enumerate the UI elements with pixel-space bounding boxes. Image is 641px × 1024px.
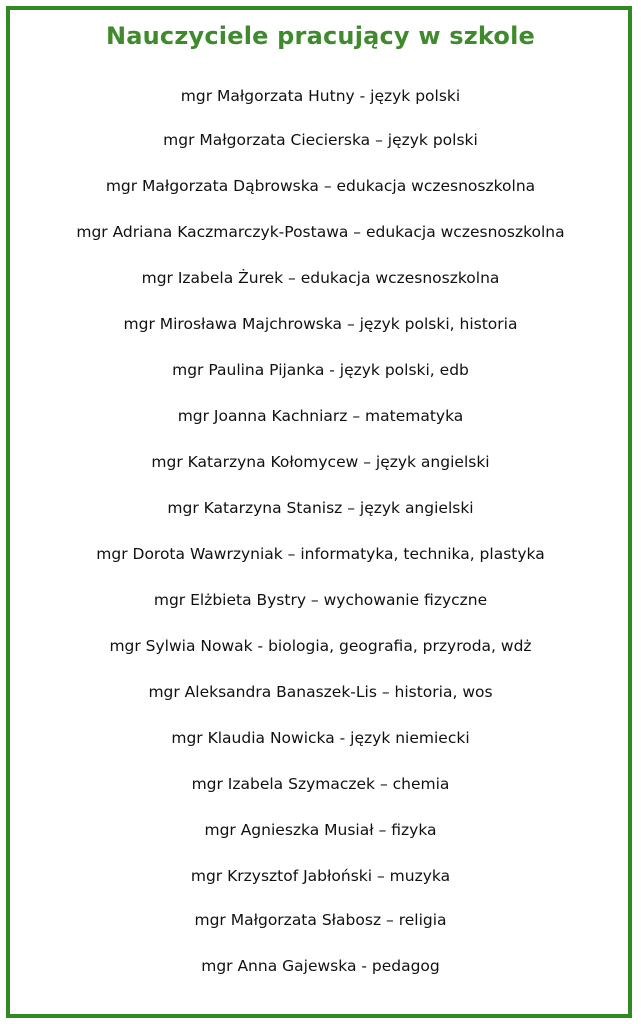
teacher-item: mgr Dorota Wawrzyniak – informatyka, technika, plastyka <box>96 545 545 563</box>
teacher-item: mgr Joanna Kachniarz – matematyka <box>177 407 464 425</box>
teacher-item: mgr Aleksandra Banaszek-Lis – historia, wos <box>148 683 493 701</box>
teacher-item: mgr Mirosława Majchrowska – język polski, historia <box>123 315 518 333</box>
teacher-item: mgr Małgorzata Dąbrowska – edukacja wczesnoszkolna <box>105 177 536 195</box>
teacher-item: mgr Małgorzata Słabosz – religia <box>194 911 447 929</box>
teacher-item: mgr Sylwia Nowak - biologia, geografia, przyroda, wdż <box>109 637 532 655</box>
teacher-item: mgr Krzysztof Jabłoński – muzyka <box>190 867 451 885</box>
teacher-item: mgr Małgorzata Ciecierska – język polski <box>163 131 478 149</box>
teacher-item: mgr Klaudia Nowicka - język niemiecki <box>171 729 470 747</box>
teacher-item: mgr Paulina Pijanka - język polski, edb <box>172 361 469 379</box>
teacher-item: mgr Izabela Żurek – edukacja wczesnoszkolna <box>141 269 500 287</box>
teacher-item: mgr Izabela Szymaczek – chemia <box>191 775 450 793</box>
teacher-item: mgr Elżbieta Bystry – wychowanie fizyczne <box>153 591 488 609</box>
teacher-item: mgr Małgorzata Hutny - język polski <box>180 87 461 105</box>
teacher-item: mgr Anna Gajewska - pedagog <box>201 957 440 975</box>
page-title: Nauczyciele pracujący w szkole <box>105 22 536 50</box>
teacher-item: mgr Katarzyna Stanisz – język angielski <box>167 499 474 517</box>
teacher-item: mgr Adriana Kaczmarczyk-Postawa – edukacja wczesnoszkolna <box>76 223 565 241</box>
teacher-item: mgr Katarzyna Kołomycew – język angielski <box>151 453 490 471</box>
teacher-item: mgr Agnieszka Musiał – fizyka <box>204 821 437 839</box>
